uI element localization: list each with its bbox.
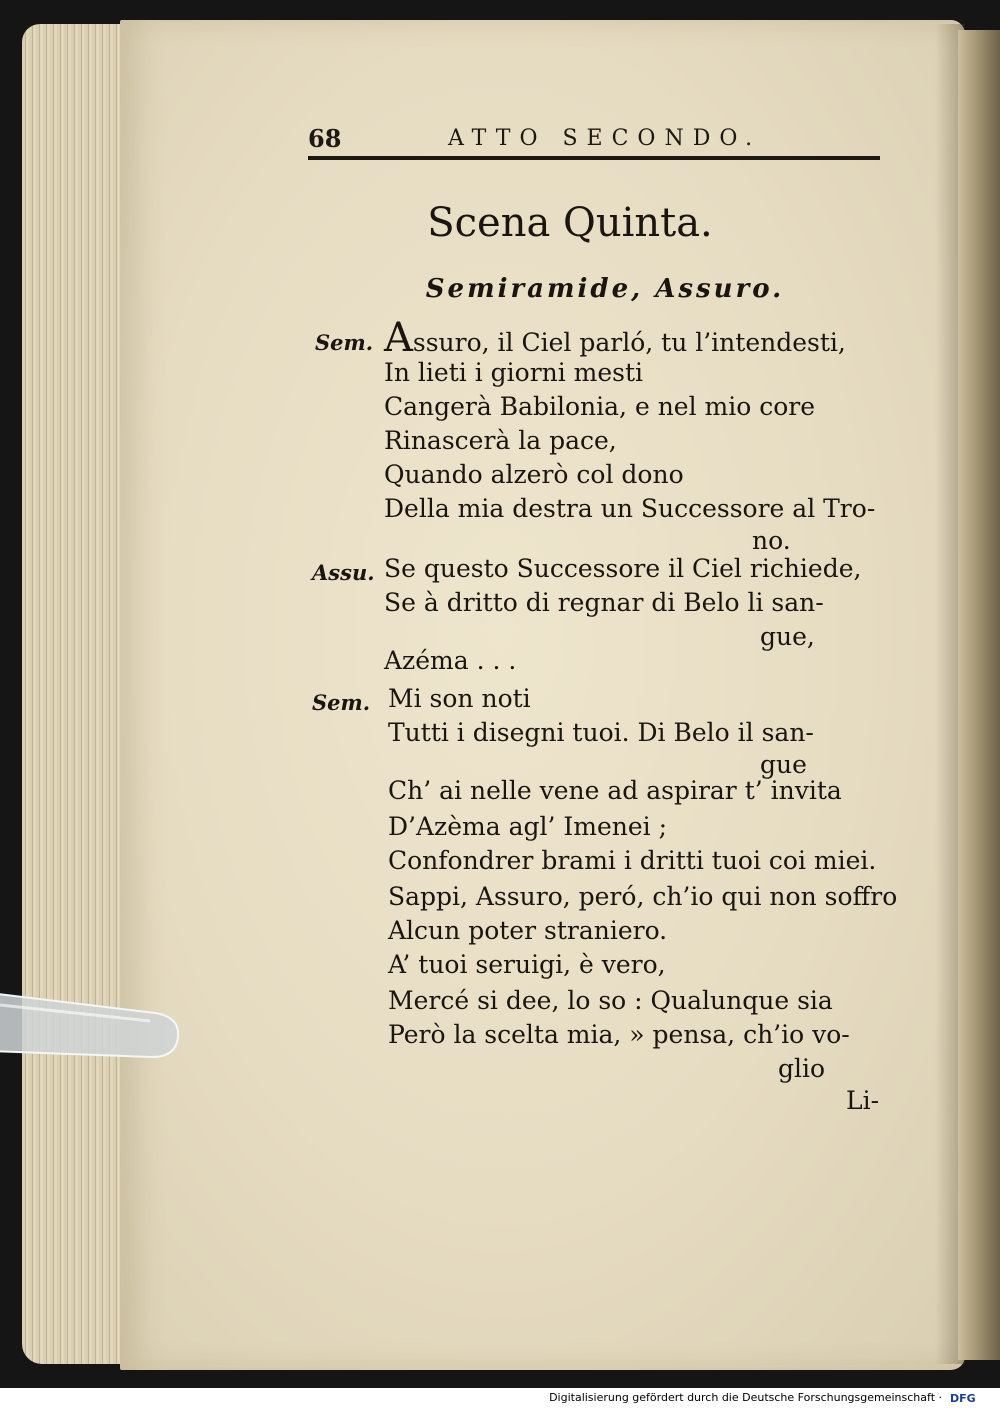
scene-characters: Semiramide, Assuro. [425, 274, 785, 304]
running-title: ATTO SECONDO. [448, 126, 762, 151]
verse-line-text: ssuro, il Ciel parló, tu l’intendesti, [412, 328, 846, 357]
digitization-note: Digitalisierung gefördert durch die Deutsche Forschungsgemeinschaft · [549, 1391, 942, 1404]
header-rule [308, 156, 880, 160]
speaker-label: Sem. [315, 330, 374, 355]
verse-line: Alcun poter straniero. [388, 916, 668, 945]
verse-line-runover: gue, [760, 622, 815, 651]
verse-line: Cangerà Babilonia, e nel mio core [384, 392, 816, 421]
digitization-footer [0, 1388, 1000, 1408]
verse-line [384, 315, 846, 361]
verse-line: Mercé si dee, lo so : Qualunque sia [388, 986, 833, 1015]
verse-line: Però la scelta mia, » pensa, ch’io vo- [388, 1020, 850, 1049]
verse-line: Mi son noti [388, 684, 531, 713]
catchword: Li- [846, 1086, 880, 1115]
speaker-label: Sem. [312, 690, 371, 715]
verse-line: Ch’ ai nelle vene ad aspirar t’ invita [388, 776, 842, 805]
dfg-logo-text: DFG [950, 1392, 976, 1405]
verse-line: Sappi, Assuro, peró, ch’io qui non soffro [388, 882, 898, 911]
verse-line: Quando alzerò col dono [384, 460, 684, 489]
verse-line: Tutti i disegni tuoi. Di Belo il san- [388, 718, 814, 747]
verse-line: Azéma . . . [384, 646, 517, 675]
scene-title: Scena Quinta. [427, 200, 713, 246]
verse-line: In lieti i giorni mesti [384, 358, 644, 387]
drop-cap: A [384, 315, 413, 361]
dfg-logo [948, 1391, 990, 1405]
verse-line-runover: no. [752, 526, 791, 555]
verse-line: Rinascerà la pace, [384, 426, 617, 455]
page-number: 68 [308, 124, 342, 153]
speaker-label: Assu. [312, 560, 375, 585]
running-header [308, 124, 880, 154]
verse-line: D’Azèma agl’ Imenei ; [388, 812, 668, 841]
verse-line-runover: glio [778, 1054, 826, 1083]
verse-line: Della mia destra un Successore al Tro- [384, 494, 876, 523]
verse-line: Se à dritto di regnar di Belo li san- [384, 588, 824, 617]
verse-line: Confondrer brami i dritti tuoi coi miei. [388, 846, 877, 875]
facing-page-edge [958, 30, 1000, 1360]
verse-line-runover: gue [760, 750, 807, 779]
verse-line: Se questo Successore il Ciel richiede, [384, 554, 862, 583]
page-holder-clip [0, 985, 190, 1065]
verse-line: A’ tuoi seruigi, è vero, [388, 950, 666, 979]
